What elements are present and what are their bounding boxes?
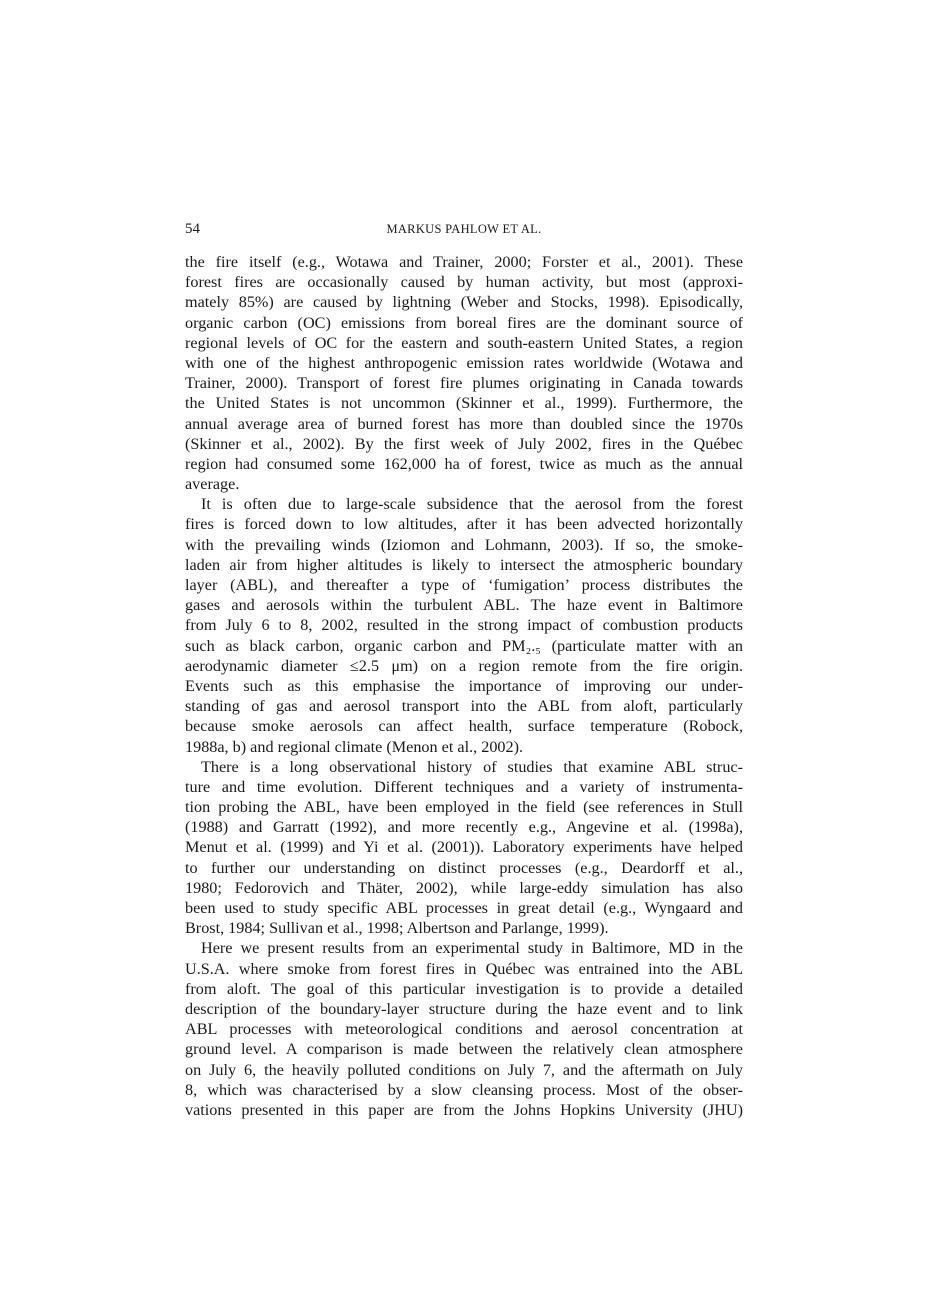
text-line: Here we present results from an experimental study in Baltimore, MD in the — [201, 939, 743, 958]
text-line: laden air from higher altitudes is likely to intersect the atmospheric boundary — [185, 555, 743, 574]
text-line: 1980; Fedorovich and Thäter, 2002), while large-eddy simulation has also — [185, 878, 743, 897]
text-line: mately 85%) are caused by lightning (Weber and Stocks, 1998). Episodically, — [185, 293, 743, 312]
text-line: regional levels of OC for the eastern and south-eastern United States, a region — [185, 333, 743, 352]
text-line: tion probing the ABL, have been employed in the field (see references in Stull — [185, 798, 743, 817]
text-line: with the prevailing winds (Iziomon and Lohmann, 2003). If so, the smoke- — [185, 535, 743, 554]
text-line: There is a long observational history of studies that examine ABL struc- — [201, 757, 743, 776]
paragraph-4 — [185, 938, 743, 1120]
page-number: 54 — [185, 221, 200, 237]
text-line: 1988a, b) and regional climate (Menon et al., 2002). — [185, 737, 524, 756]
text-line: gases and aerosols within the turbulent ABL. The haze event in Baltimore — [185, 596, 743, 615]
text-line: aerodynamic diameter ≤2.5 μm) on a region remote from the fire origin. — [185, 656, 743, 675]
paragraph-1 — [185, 252, 743, 494]
text-line: with one of the highest anthropogenic emission rates worldwide (Wotawa and — [185, 353, 743, 372]
text-line: (Skinner et al., 2002). By the first week of July 2002, fires in the Québec — [185, 434, 743, 453]
text-line: the fire itself (e.g., Wotawa and Trainer, 2000; Forster et al., 2001). These — [185, 253, 743, 271]
text-line: region had consumed some 162,000 ha of forest, twice as much as the annual — [185, 454, 743, 473]
text-line: Events such as this emphasise the importance of improving our under- — [185, 676, 743, 695]
body-text — [185, 252, 743, 1120]
text-line: vations presented in this paper are from the Johns Hopkins University (JHU) — [185, 1100, 743, 1119]
text-line: Menut et al. (1999) and Yi et al. (2001)). Laboratory experiments have helped — [185, 838, 743, 857]
text-line: U.S.A. where smoke from forest fires in Québec was entrained into the ABL — [185, 959, 743, 978]
text-line: annual average area of burned forest has more than doubled since the 1970s — [185, 414, 743, 433]
text-line: from July 6 to 8, 2002, resulted in the strong impact of combustion products — [185, 616, 743, 635]
running-head — [185, 219, 743, 239]
text-line: been used to study specific ABL processes in great detail (e.g., Wyngaard and — [185, 899, 743, 917]
text-line: average. — [185, 475, 240, 494]
text-line: on July 6, the heavily polluted conditions on July 7, and the aftermath on July — [185, 1060, 743, 1079]
text-line: fires is forced down to low altitudes, after it has been advected horizontally — [185, 515, 743, 534]
text-line: (1988) and Garratt (1992), and more recently e.g., Angevine et al. (1998a), — [185, 818, 743, 837]
text-line: such as black carbon, organic carbon and PM₂.₅ (particulate matter with an — [185, 636, 743, 655]
paragraph-3 — [185, 757, 743, 939]
text-line: to further our understanding on distinct processes (e.g., Deardorff et al., — [185, 858, 743, 877]
text-line: forest fires are occasionally caused by human activity, but most (approxi- — [185, 273, 743, 292]
text-line: ground level. A comparison is made between the relatively clean atmosphere — [185, 1040, 743, 1059]
text-line: Brost, 1984; Sullivan et al., 1998; Albertson and Parlange, 1999). — [185, 919, 609, 938]
text-line: because smoke aerosols can affect health, surface temperature (Robock, — [185, 717, 743, 736]
text-line: layer (ABL), and thereafter a type of ‘fumigation’ process distributes the — [185, 576, 743, 594]
paragraph-2 — [185, 494, 743, 756]
text-line: ABL processes with meteorological conditions and aerosol concentration at — [185, 1020, 743, 1039]
running-title: MARKUS PAHLOW ET AL. — [386, 222, 542, 236]
text-line: from aloft. The goal of this particular investigation is to provide a detailed — [185, 979, 743, 998]
text-line: It is often due to large-scale subsidence that the aerosol from the forest — [201, 495, 743, 514]
text-line: ture and time evolution. Different techniques and a variety of instrumenta- — [185, 777, 743, 796]
text-line: Trainer, 2000). Transport of forest fire plumes originating in Canada towards — [185, 374, 743, 393]
text-line: description of the boundary-layer structure during the haze event and to link — [185, 999, 743, 1018]
text-line: 8, which was characterised by a slow cleansing process. Most of the obser- — [185, 1080, 743, 1099]
text-line: organic carbon (OC) emissions from boreal fires are the dominant source of — [185, 313, 743, 332]
text-line: standing of gas and aerosol transport into the ABL from aloft, particularly — [185, 697, 743, 716]
text-line: the United States is not uncommon (Skinner et al., 1999). Furthermore, the — [185, 394, 743, 413]
